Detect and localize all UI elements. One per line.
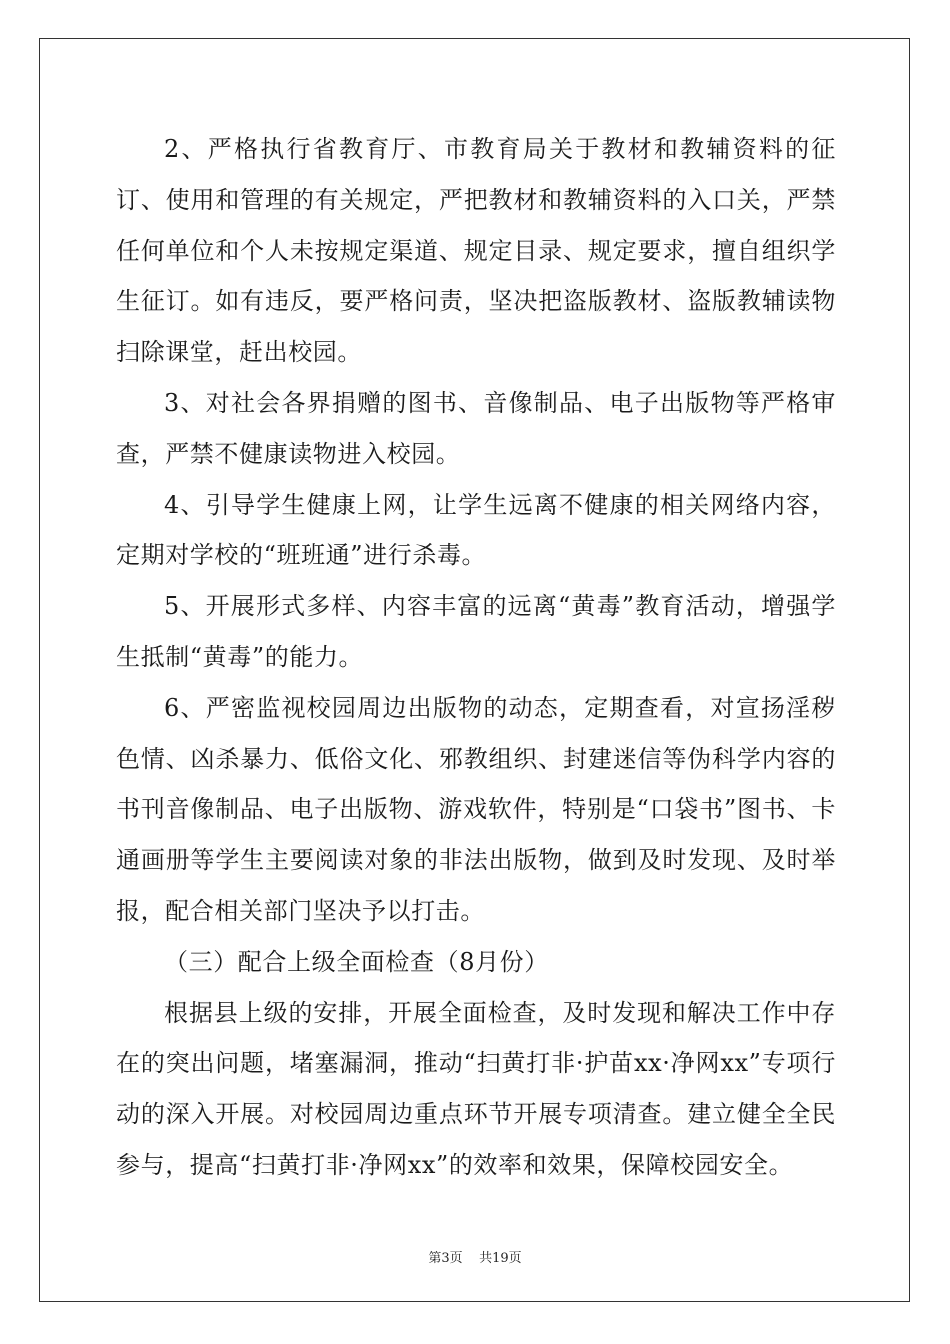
page-number: 第3页 xyxy=(428,1251,463,1266)
page-footer xyxy=(0,1247,950,1266)
paragraph-item-2: 2、严格执行省教育厅、市教育局关于教材和教辅资料的征订、使用和管理的有关规定，严把教材和教辅资料的入口关，严禁任何单位和个人未按规定渠道、规定目录、规定要求，擅自组织学生征订。如有违反，要严格问责，坚决把盗版教材、盗版教辅读物扫除课堂，赶出校园。 xyxy=(116,135,836,367)
page-total: 共19页 xyxy=(479,1251,522,1266)
paragraph-item-4: 4、引导学生健康上网，让学生远离不健康的相关网络内容，定期对学校的“班班通”进行杀毒。 xyxy=(116,490,836,570)
section-heading: （三）配合上级全面检查（8月份） xyxy=(164,947,549,976)
paragraph-item-3: 3、对社会各界捐赠的图书、音像制品、电子出版物等严格审查，严禁不健康读物进入校园。 xyxy=(116,388,836,468)
paragraph-section-body: 根据县上级的安排，开展全面检查，及时发现和解决工作中存在的突出问题，堵塞漏洞，推动“扫黄打非·护苗xx·净网xx”专项行动的深入开展。对校园周边重点环节开展专项清查。建立健全全民参与，提高“扫黄打非·净网xx”的效率和效果，保障校园安全。 xyxy=(116,998,836,1179)
paragraph-item-6: 6、严密监视校园周边出版物的动态，定期查看，对宣扬淫秽色情、凶杀暴力、低俗文化、邪教组织、封建迷信等伪科学内容的书刊音像制品、电子出版物、游戏软件，特别是“口袋书”图书、卡通画册等学生主要阅读对象的非法出版物，做到及时发现、及时举报，配合相关部门坚决予以打击。 xyxy=(116,693,836,925)
document-body xyxy=(116,124,836,1191)
paragraph-item-5: 5、开展形式多样、内容丰富的远离“黄毒”教育活动，增强学生抵制“黄毒”的能力。 xyxy=(116,592,836,671)
